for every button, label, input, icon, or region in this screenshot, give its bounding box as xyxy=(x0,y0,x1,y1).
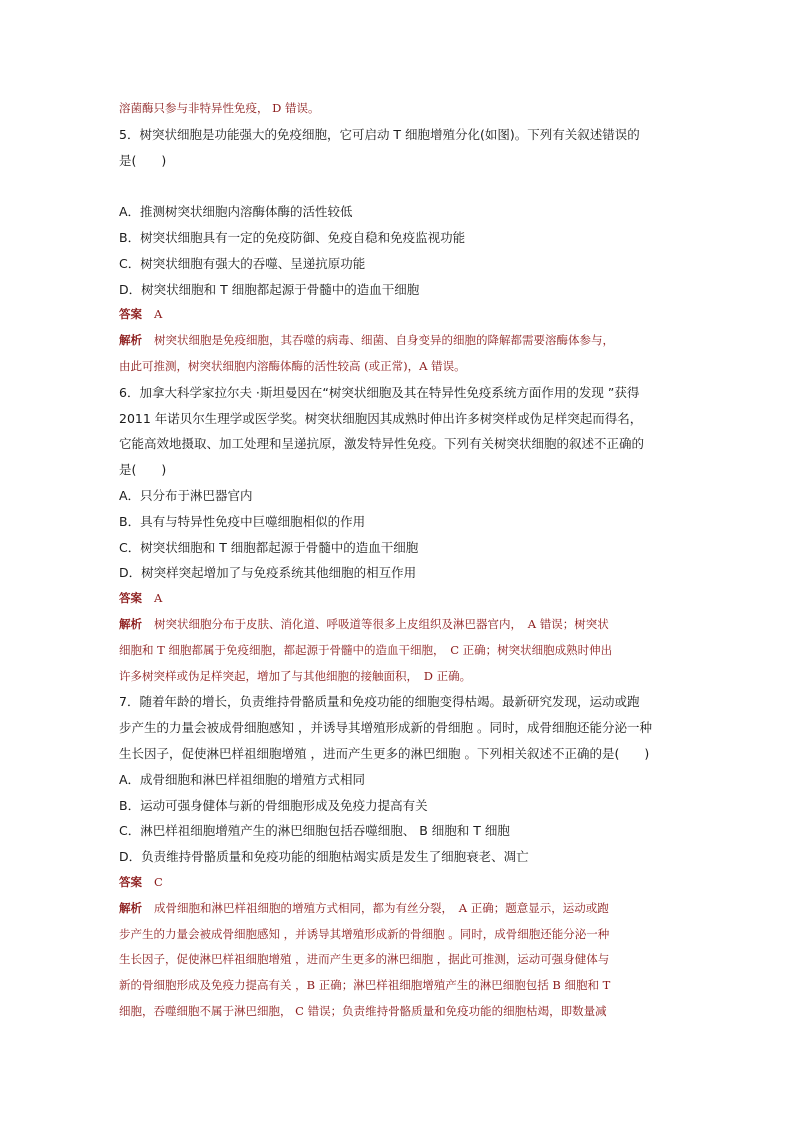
document-content xyxy=(119,96,679,1025)
question-line xyxy=(119,535,679,561)
explanation-line xyxy=(119,96,679,122)
line-text: 树突状细胞是免疫细胞，其吞噬的病毒、细菌、自身变异的细胞的降解都需要溶酶体参与， xyxy=(154,333,614,348)
line-text: 树突状细胞分布于皮肤、消化道、呼吸道等很多上皮组织及淋巴器官内， A 错误；树突状 xyxy=(154,616,609,631)
line-text: B．树突状细胞具有一定的免疫防御、免疫自稳和免疫监视功能 xyxy=(119,229,466,245)
answer-label: 答案 xyxy=(119,591,142,606)
explanation-label: 解析 xyxy=(119,616,142,631)
line-text: C xyxy=(154,874,163,889)
line-text: D．负责维持骨骼质量和免疫功能的细胞枯竭实质是发生了细胞衰老、凋亡 xyxy=(119,849,529,865)
question-line xyxy=(119,148,679,174)
line-text: A．只分布于淋巴器官内 xyxy=(119,487,253,503)
explanation-line xyxy=(119,922,679,948)
question-line xyxy=(119,689,679,715)
line-text: 细胞和 T 细胞都属于免疫细胞，都起源于骨髓中的造血干细胞， C 正确；树突状细胞成熟时伸出 xyxy=(119,642,613,657)
line-text: 成骨细胞和淋巴样祖细胞的增殖方式相同，都为有丝分裂， A 正确；题意显示，运动或跑 xyxy=(154,900,609,915)
question-line xyxy=(119,251,679,277)
line-text: B．运动可强身健体与新的骨细胞形成及免疫力提高有关 xyxy=(119,797,428,813)
line-text: 6．加拿大科学家拉尔夫 ·斯坦曼因在“树突状细胞及其在特异性免疫系统方面作用的发现 ”获得 xyxy=(119,384,640,400)
blank-line xyxy=(119,173,679,199)
question-line xyxy=(119,431,679,457)
line-text: A xyxy=(154,307,163,322)
question-line xyxy=(119,457,679,483)
answer-line xyxy=(119,586,679,612)
question-line xyxy=(119,225,679,251)
line-text: 它能高效地摄取、加工处理和呈递抗原，激发特异性免疫。下列有关树突状细胞的叙述不正确的 xyxy=(119,436,645,452)
question-line xyxy=(119,715,679,741)
line-text: 7．随着年龄的增长，负责维持骨骼质量和免疫功能的细胞变得枯竭。最新研究发现，运动或跑 xyxy=(119,694,640,710)
question-line xyxy=(119,844,679,870)
explanation-line xyxy=(119,973,679,999)
line-text: A．成骨细胞和淋巴样祖细胞的增殖方式相同 xyxy=(119,771,366,787)
question-line xyxy=(119,277,679,303)
explanation-line xyxy=(119,354,679,380)
line-text: 生长因子，促使淋巴样祖细胞增殖 ，进而产生更多的淋巴细胞 。下列相关叙述不正确的是( ) xyxy=(119,745,650,761)
line-text: C．树突状细胞和 T 细胞都起源于骨髓中的造血干细胞 xyxy=(119,539,419,555)
explanation-line xyxy=(119,947,679,973)
line-text: 由此可推测，树突状细胞内溶酶体酶的活性较高 (或正常)，A 错误。 xyxy=(119,358,466,373)
explanation-label: 解析 xyxy=(119,333,142,348)
question-line xyxy=(119,199,679,225)
answer-label: 答案 xyxy=(119,307,142,322)
question-line xyxy=(119,767,679,793)
question-line xyxy=(119,560,679,586)
line-text: A xyxy=(154,591,163,606)
line-text: D．树突样突起增加了与免疫系统其他细胞的相互作用 xyxy=(119,565,417,581)
question-line xyxy=(119,509,679,535)
line-text: 溶菌酶只参与非特异性免疫， D 错误。 xyxy=(119,101,320,115)
line-text: 许多树突样或伪足样突起，增加了与其他细胞的接触面积， D 正确。 xyxy=(119,668,472,683)
explanation-line xyxy=(119,612,679,638)
explanation-line xyxy=(119,664,679,690)
question-line xyxy=(119,380,679,406)
line-text: 细胞，吞噬细胞不属于淋巴细胞， C 错误；负责维持骨骼质量和免疫功能的细胞枯竭，即数量减 xyxy=(119,1003,607,1018)
explanation-line xyxy=(119,638,679,664)
answer-line xyxy=(119,302,679,328)
answer-line xyxy=(119,870,679,896)
question-line xyxy=(119,793,679,819)
answer-label: 答案 xyxy=(119,874,142,889)
line-text: 是( ) xyxy=(119,462,167,478)
question-line xyxy=(119,741,679,767)
line-text: 是( ) xyxy=(119,152,167,168)
line-text: C．淋巴样祖细胞增殖产生的淋巴细胞包括吞噬细胞、 B 细胞和 T 细胞 xyxy=(119,823,510,839)
line-text: 5．树突状细胞是功能强大的免疫细胞，它可启动 T 细胞增殖分化(如图)。下列有关叙述错误的 xyxy=(119,126,640,142)
explanation-line xyxy=(119,896,679,922)
line-text: C．树突状细胞有强大的吞噬、呈递抗原功能 xyxy=(119,255,366,271)
line-text: 步产生的力量会被成骨细胞感知 ，并诱导其增殖形成新的骨细胞 。同时，成骨细胞还能分泌一种 xyxy=(119,926,610,941)
question-line xyxy=(119,818,679,844)
line-text: 新的骨细胞形成及免疫力提高有关 ，B 正确；淋巴样祖细胞增殖产生的淋巴细胞包括 B 细胞和 T xyxy=(119,978,611,993)
line-text: 步产生的力量会被成骨细胞感知 ，并诱导其增殖形成新的骨细胞 。同时，成骨细胞还能分泌一种 xyxy=(119,720,652,736)
explanation-line xyxy=(119,328,679,354)
line-text: A．推测树突状细胞内溶酶体酶的活性较低 xyxy=(119,204,353,220)
question-line xyxy=(119,406,679,432)
explanation-line xyxy=(119,999,679,1025)
line-text: 2011 年诺贝尔生理学或医学奖。树突状细胞因其成熟时伸出许多树突样或伪足样突起而得名， xyxy=(119,410,643,426)
line-text: 生长因子，促使淋巴样祖细胞增殖 ，进而产生更多的淋巴细胞 ，据此可推测，运动可强身健体与 xyxy=(119,952,610,967)
question-line xyxy=(119,122,679,148)
line-text: B．具有与特异性免疫中巨噬细胞相似的作用 xyxy=(119,513,366,529)
explanation-label: 解析 xyxy=(119,900,142,915)
line-text: D．树突状细胞和 T 细胞都起源于骨髓中的造血干细胞 xyxy=(119,281,420,297)
question-line xyxy=(119,483,679,509)
